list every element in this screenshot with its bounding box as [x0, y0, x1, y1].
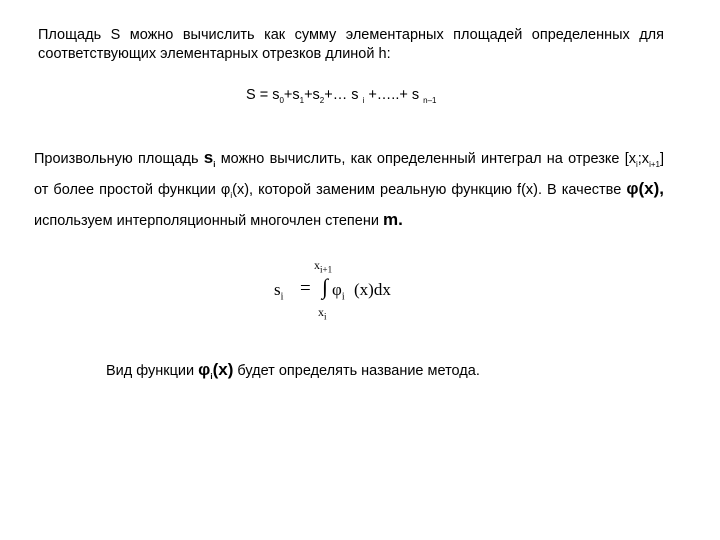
integral-body: (x)dx [354, 280, 391, 299]
note-text-1: Вид функции [106, 363, 199, 379]
p2-s-sub: i [213, 159, 216, 169]
sum-sub-0: 0 [279, 95, 284, 105]
p2-text-2: можно вычислить, как определенный интеграл на отрезке [x [215, 151, 636, 167]
p2-xi1-sub: i+1 [649, 159, 660, 169]
p2-semicolon: ;x [637, 151, 650, 167]
sum-plus-1: +s [283, 87, 300, 103]
p2-phi-sub: i [230, 190, 233, 200]
p2-s-bold: s [203, 148, 214, 167]
sum-tail: +…..+ s [364, 87, 424, 103]
p2-text-1: Произвольную площадь [34, 151, 204, 167]
note-x: (x) [212, 360, 234, 379]
integral-lower-limit: $x_i$ [318, 305, 327, 322]
note-phi-sub: i [210, 371, 213, 381]
p2-text-3: ] от более простой функции φ [34, 151, 664, 198]
method-note [106, 360, 480, 381]
sum-plus-2: +s [304, 87, 320, 103]
definition-paragraph [34, 146, 664, 233]
sum-sub-i: i [362, 95, 365, 105]
note-phi: φ [198, 360, 211, 379]
sum-sub-n: n–1 [423, 95, 437, 105]
integral-sign: ∫ [322, 274, 329, 299]
intro-paragraph: Площадь S можно вычислить как сумму элементарных площадей определенных для соответствующих элементарных отрезков длиной h: [38, 27, 664, 62]
sum-sub-1: 1 [299, 95, 305, 105]
sum-formula [246, 87, 437, 105]
sum-mid: +… s [324, 87, 363, 103]
integral-equals: = [300, 278, 311, 299]
integral-lhs: $s_i$ [274, 280, 284, 303]
sum-sub-2: 2 [319, 95, 325, 105]
integral-phi: $\varphi_i$ [332, 280, 345, 303]
p2-text-4: (x), которой заменим реальную функцию f(x). В качестве [232, 181, 627, 198]
p2-xi-sub: i [636, 159, 638, 169]
sum-lhs: S = s [246, 87, 280, 103]
p2-m-bold: m. [382, 209, 403, 229]
integral-formula [272, 258, 412, 322]
p2-phix-bold: φ(x), [626, 178, 664, 198]
note-text-2: будет определять название метода. [233, 363, 480, 379]
p2-text-5: используем интерполяционный многочлен степени [34, 212, 383, 229]
integral-upper-limit: $x_{i+1}$ [314, 258, 333, 275]
